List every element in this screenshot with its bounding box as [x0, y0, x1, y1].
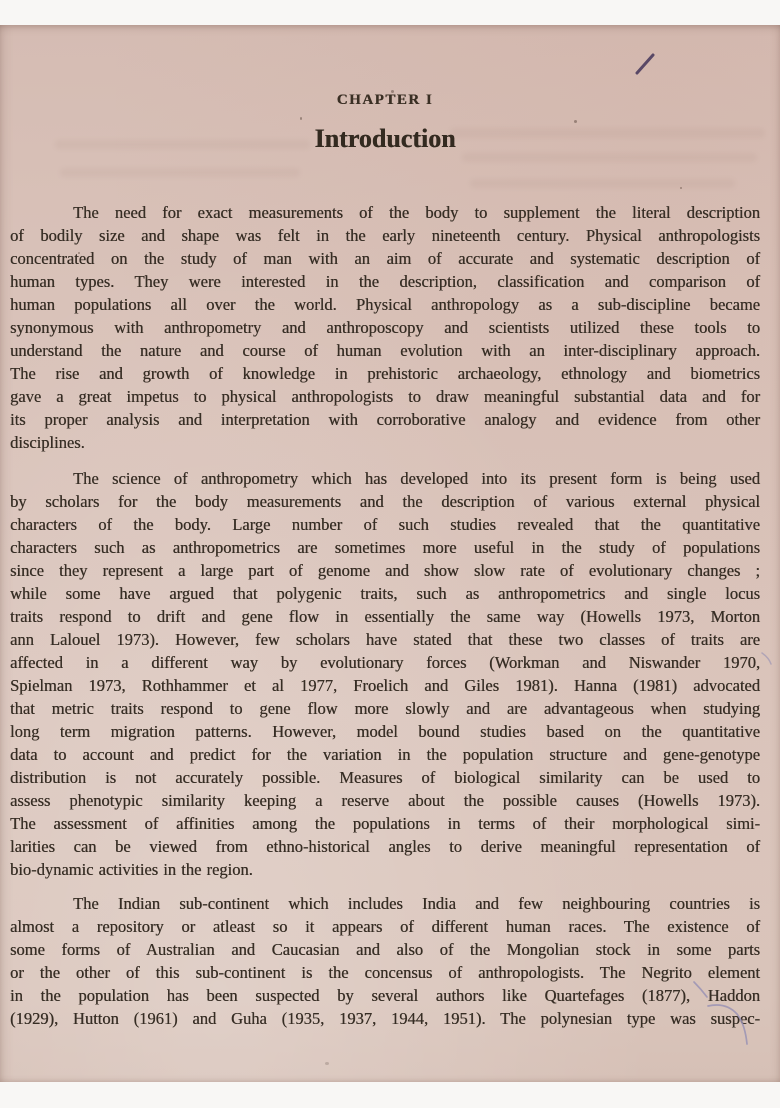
text-line: concentrated on the study of man with an aim of accurate and systematic description of: [10, 249, 760, 268]
text-line: (1929), Hutton (1961) and Guha (1935, 1937, 1944, 1951). The polynesian type was suspec-: [10, 1009, 760, 1028]
text-line: distribution is not accurately possible. Measures of biological similarity can be used to: [10, 768, 760, 787]
text-line: data to account and predict for the variation in the population structure and gene-genotype: [10, 745, 760, 764]
text-line: understand the nature and course of human evolution with an inter-disciplinary approach.: [10, 341, 760, 360]
text-line: traits respond to drift and gene flow in essentially the same way (Howells 1973, Morton: [10, 607, 760, 626]
paragraph-2: [10, 467, 760, 881]
text-line: in the population has been suspected by several authors like Quartefages (1877), Haddon: [10, 986, 760, 1005]
text-line: Spielman 1973, Rothhammer et al 1977, Froelich and Giles 1981). Hanna (1981) advocated: [10, 676, 760, 695]
text-line: The assessment of affinities among the populations in terms of their morphological simi-: [10, 814, 760, 833]
text-line: The Indian sub-continent which includes India and few neighbouring countries is: [73, 894, 760, 913]
text-line: some forms of Australian and Caucasian and also of the Mongolian stock in some parts: [10, 940, 760, 959]
text-line: human populations all over the world. Physical anthropology as a sub-discipline became: [10, 295, 760, 314]
text-line: characters of the body. Large number of such studies revealed that the quantitative: [10, 515, 760, 534]
text-line: or the other of this sub-continent is the concensus of anthropologists. The Negrito element: [10, 963, 760, 982]
text-line: since they represent a large part of genome and show slow rate of evolutionary changes ;: [10, 561, 760, 580]
text-line: larities can be viewed from ethno-historical angles to derive meaningful representation of: [10, 837, 760, 856]
text-line: by scholars for the body measurements and the description of various external physical: [10, 492, 760, 511]
paragraph-1: [10, 201, 760, 454]
text-line: human types. They were interested in the description, classification and comparison of: [10, 272, 760, 291]
text-line: assess phenotypic similarity keeping a reserve about the possible causes (Howells 1973).: [10, 791, 760, 810]
text-line: The need for exact measurements of the body to supplement the literal description: [73, 203, 760, 222]
text-line: affected in a different way by evolutionary forces (Workman and Niswander 1970,: [10, 653, 760, 672]
text-line: characters such as anthropometrics are sometimes more useful in the study of populations: [10, 538, 760, 557]
text-line: gave a great impetus to physical anthropologists to draw meaningful substantial data and for: [10, 387, 760, 406]
text-line: almost a repository or atleast so it appears of different human races. The existence of: [10, 917, 760, 936]
text-line: of bodily size and shape was felt in the early nineteenth century. Physical anthropologists: [10, 226, 760, 245]
text-line: synonymous with anthropometry and anthroposcopy and scientists utilized these tools to: [10, 318, 760, 337]
paper: [0, 25, 780, 1082]
chapter-heading: CHAPTER I: [336, 92, 434, 108]
text-line: The rise and growth of knowledge in prehistoric archaeology, ethnology and biometrics: [10, 364, 760, 383]
page-title: Introduction: [314, 124, 456, 153]
text-line: ann Lalouel 1973). However, few scholars have stated that these two classes of traits are: [10, 630, 760, 649]
text-line: The science of anthropometry which has developed into its present form is being used: [73, 469, 760, 488]
text-line: that metric traits respond to gene flow more slowly and are advantageous when studying: [10, 699, 760, 718]
text-line: long term migration patterns. However, model bound studies based on the quantitative: [10, 722, 760, 741]
text-line: while some have argued that polygenic traits, such as anthropometrics and single locus: [10, 584, 760, 603]
paragraph-3: [10, 892, 760, 1030]
text-line: bio-dynamic activities in the region.: [10, 860, 253, 879]
text-line: disciplines.: [10, 433, 85, 452]
text-line: its proper analysis and interpretation with corroborative analogy and evidence from other: [10, 410, 760, 429]
